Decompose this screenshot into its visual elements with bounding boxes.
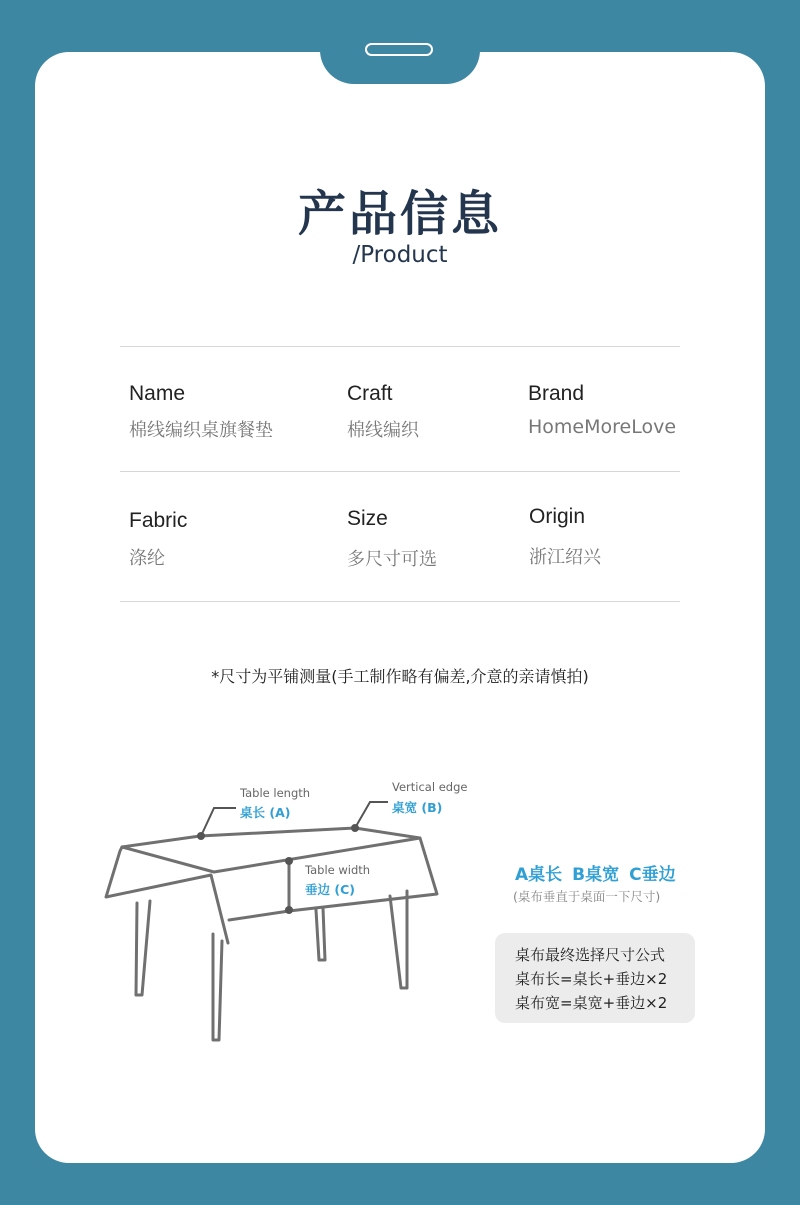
size-label: Size bbox=[347, 507, 388, 530]
width-en-label: Table width bbox=[305, 863, 371, 877]
legend-note: (桌布垂直于桌面一下尺寸) bbox=[513, 889, 661, 904]
formula-length: 桌布长=桌长+垂边×2 bbox=[515, 970, 668, 988]
legend-c: C垂边 bbox=[629, 865, 676, 885]
formula-title: 桌布最终选择尺寸公式 bbox=[515, 946, 666, 964]
page-subtitle: /Product bbox=[352, 242, 448, 268]
name-label: Name bbox=[129, 382, 186, 405]
legend-b: B桌宽 bbox=[572, 865, 620, 885]
formula-width: 桌布宽=桌宽+垂边×2 bbox=[515, 994, 668, 1012]
craft-label: Craft bbox=[347, 382, 393, 405]
fabric-label: Fabric bbox=[129, 509, 188, 532]
craft-value: 棉线编织 bbox=[347, 420, 419, 441]
brand-value: HomeMoreLove bbox=[528, 416, 677, 438]
fabric-value: 涤纶 bbox=[129, 548, 165, 569]
vertical-cn-label: 桌宽 (B) bbox=[392, 800, 443, 815]
size-value: 多尺寸可选 bbox=[347, 549, 437, 570]
legend-a: A桌长 bbox=[515, 865, 563, 885]
formula-box bbox=[495, 933, 695, 1023]
width-cn-label: 垂边 (C) bbox=[305, 882, 355, 897]
origin-label: Origin bbox=[529, 505, 586, 528]
measurement-note: *尺寸为平铺测量(手工制作略有偏差,介意的亲请慎拍) bbox=[211, 667, 589, 686]
name-value: 棉线编织桌旗餐垫 bbox=[129, 420, 273, 441]
length-cn-label: 桌长 (A) bbox=[240, 805, 291, 820]
vertical-en-label: Vertical edge bbox=[392, 780, 468, 794]
size-legend bbox=[515, 860, 686, 885]
length-en-label: Table length bbox=[240, 786, 311, 800]
origin-value: 浙江绍兴 bbox=[529, 547, 601, 568]
brand-label: Brand bbox=[528, 382, 585, 405]
page-title: 产品信息 bbox=[297, 186, 502, 242]
